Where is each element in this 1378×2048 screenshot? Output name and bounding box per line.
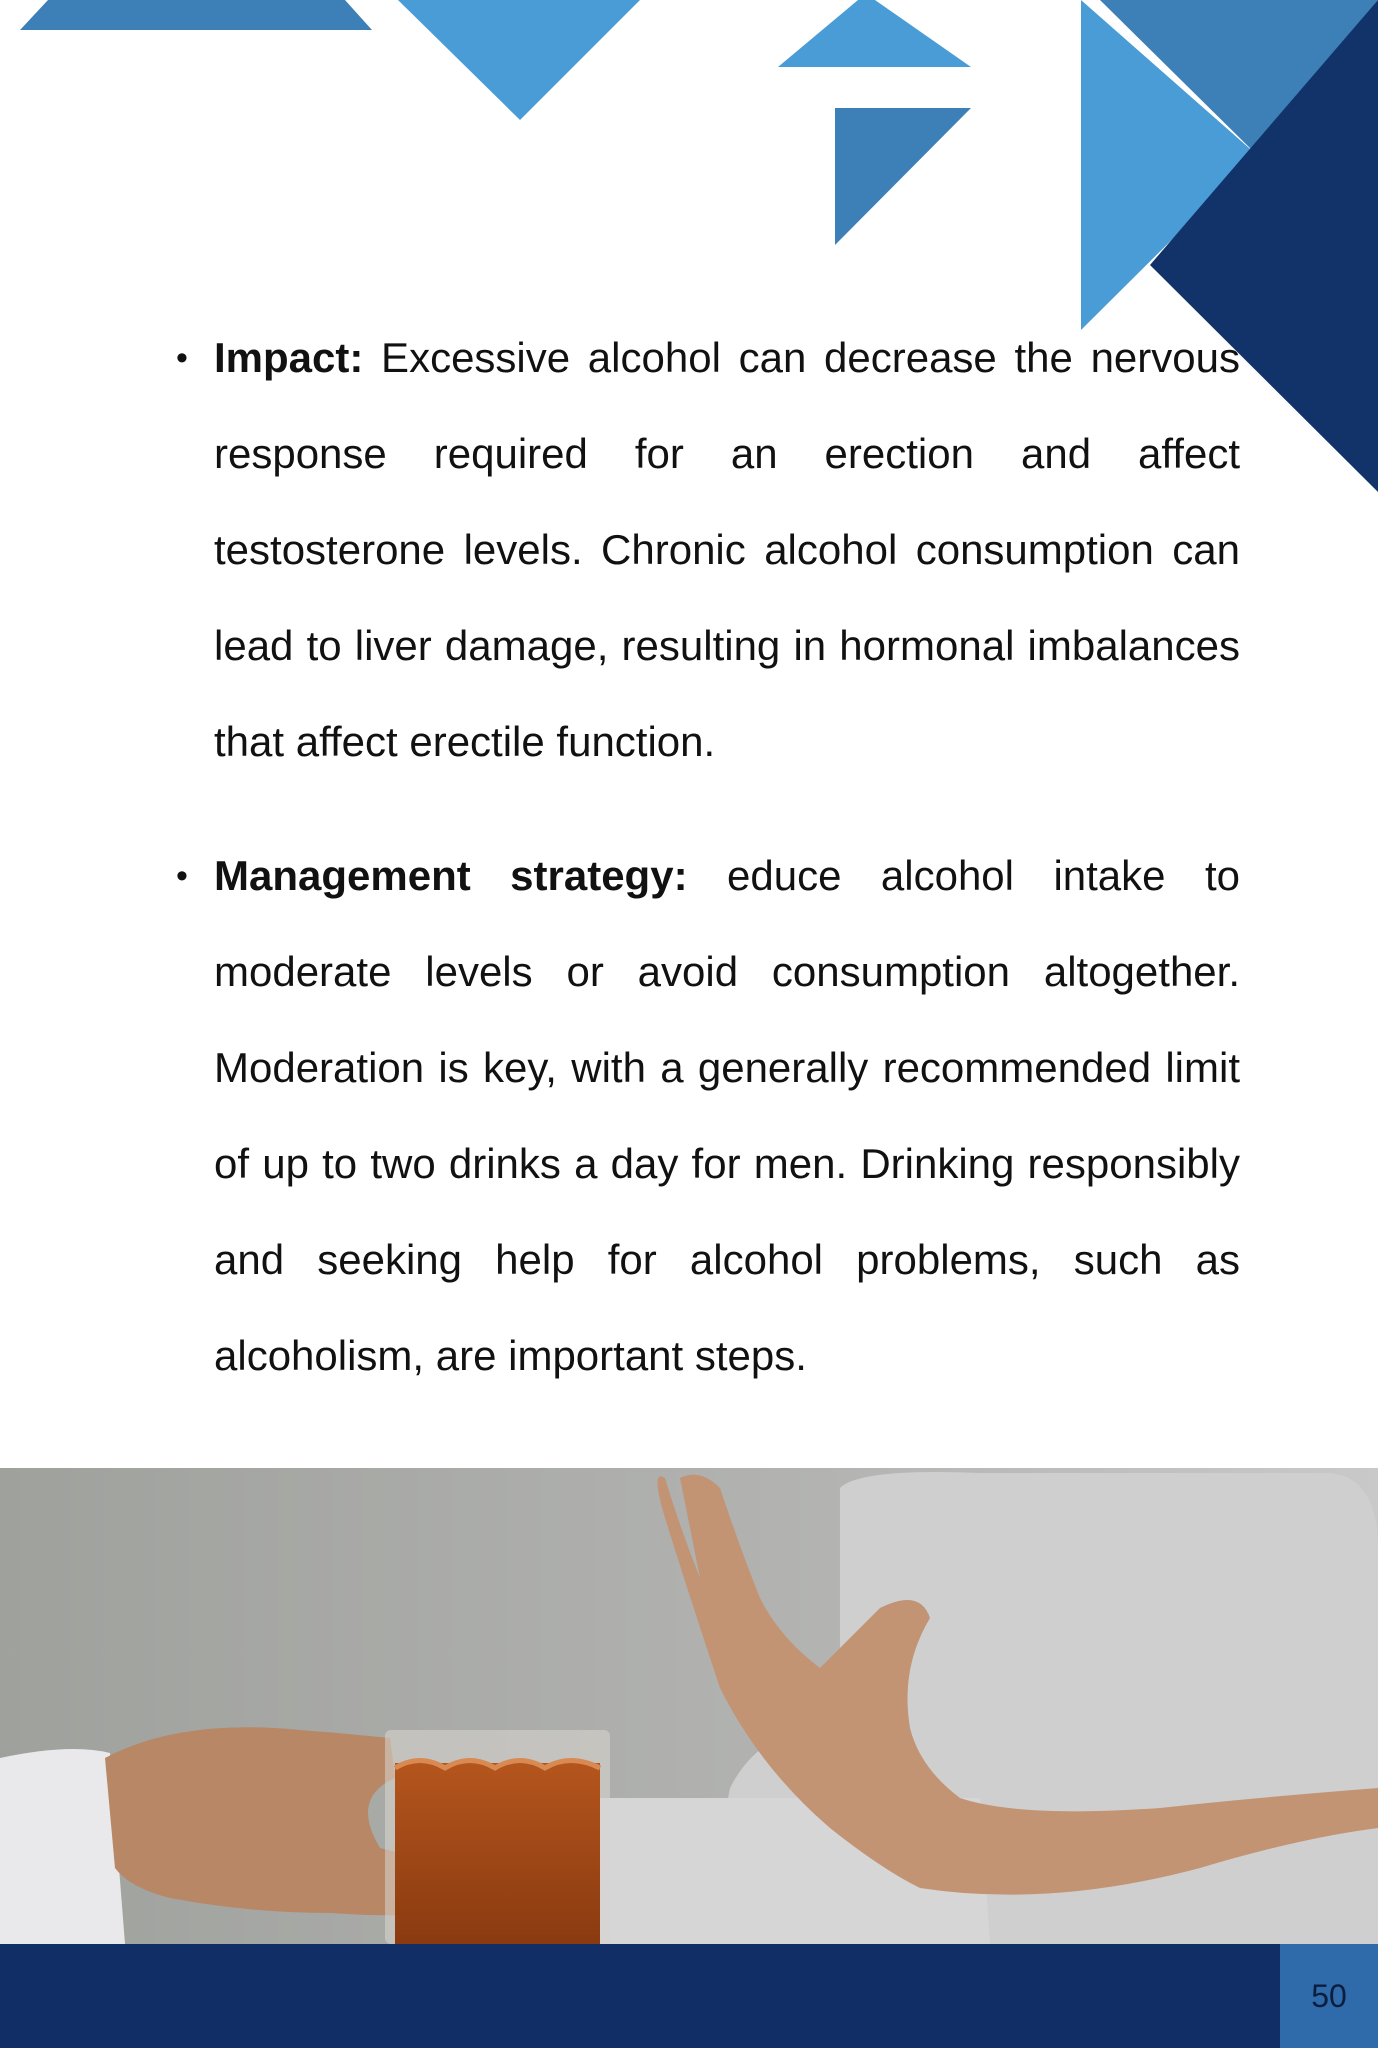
bullet-management (170, 828, 1240, 1404)
bullet-impact (170, 310, 1240, 790)
photo-refusing-drink (0, 1468, 1378, 1944)
bullet-text: Excessive alcohol can decrease the nervous response required for an erection and affect testosterone levels. Chronic alcohol consumption can lead to liver damage, resulting in hormonal imbalances that affect erectile function. (214, 334, 1240, 765)
bullet-label: Impact: (214, 334, 364, 381)
deco-triangle-2 (398, 0, 640, 120)
bullet-text: educe alcohol intake to moderate levels or avoid consumption altogether. Moderation is key, with a generally recommended limit of up to two drinks a day for men. Drinking responsibly and seeking help for alcohol problems, such as alcoholism, are important steps. (214, 852, 1240, 1379)
footer-bar (0, 1944, 1378, 2048)
bullet-list (170, 310, 1240, 1442)
deco-triangle-1 (20, 0, 372, 30)
bullet-dot-icon: • (176, 339, 188, 377)
photo-illustration (0, 1468, 1378, 1944)
bullet-label: Management strategy: (214, 852, 688, 899)
bullet-dot-icon: • (176, 857, 188, 895)
deco-triangle-3 (778, 0, 971, 67)
page-number: 50 (1280, 1944, 1378, 2048)
deco-triangle-4 (835, 108, 971, 245)
